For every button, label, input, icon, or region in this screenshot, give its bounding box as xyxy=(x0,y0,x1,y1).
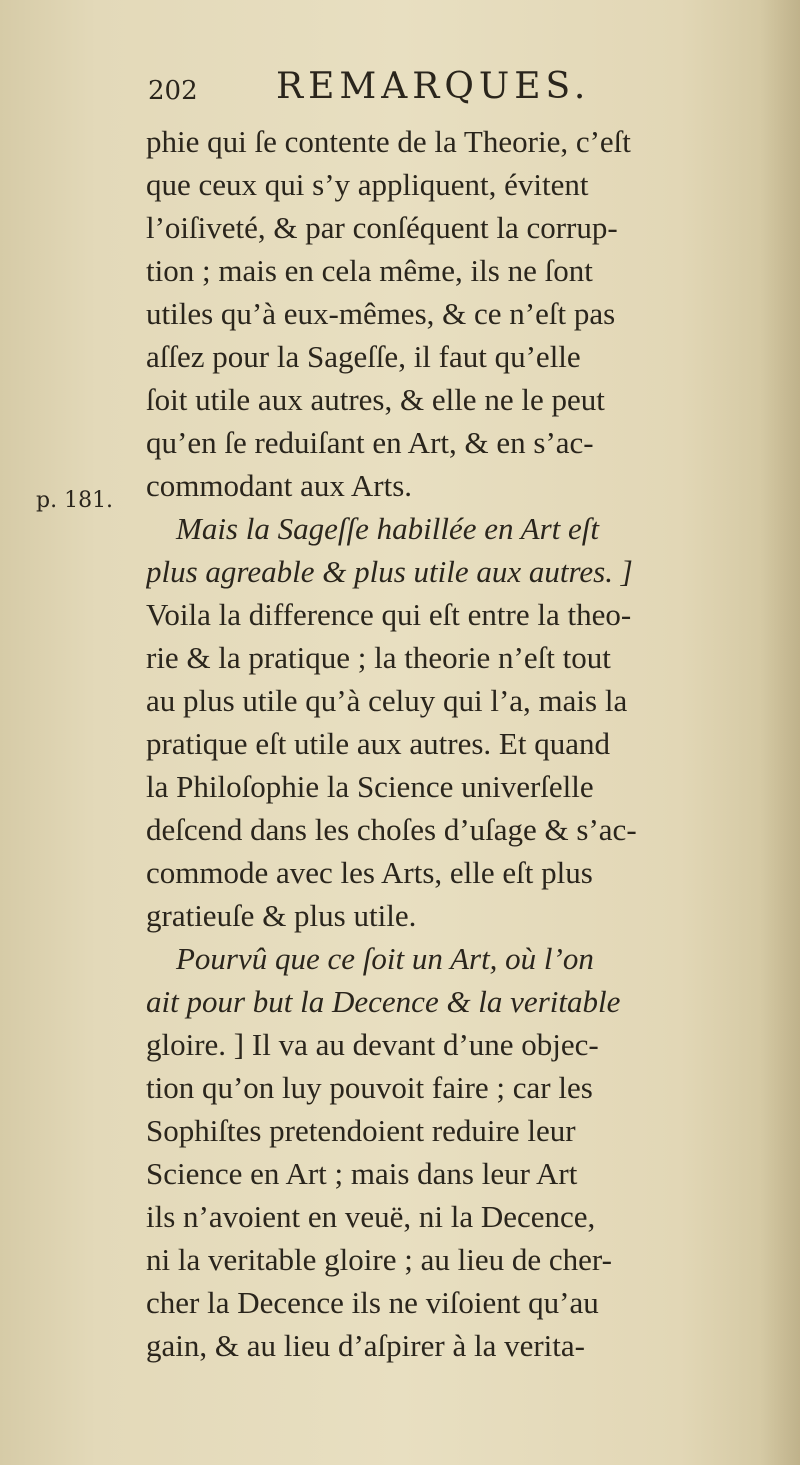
text-line: qu’en ſe reduiſant en Art, & en s’ac- xyxy=(146,425,594,460)
text-line: ſoit utile aux autres, & elle ne le peut xyxy=(146,382,605,417)
running-head xyxy=(148,66,608,116)
text-line: commode avec les Arts, elle eſt plus xyxy=(146,855,593,890)
text-line: gain, & au lieu d’aſpirer à la verita- xyxy=(146,1328,585,1363)
text-line: rie & la pratique ; la theorie n’eſt tout xyxy=(146,640,611,675)
text-line: deſcend dans les choſes d’uſage & s’ac- xyxy=(146,812,637,847)
text-line: ils n’avoient en veuë, ni la Decence, xyxy=(146,1199,596,1234)
text-line: utiles qu’à eux-mêmes, & ce n’eſt pas xyxy=(146,296,616,331)
text-line: tion ; mais en cela même, ils ne ſont xyxy=(146,253,593,288)
text-line: pratique eſt utile aux autres. Et quand xyxy=(146,726,610,761)
text-line: ni la veritable gloire ; au lieu de cher- xyxy=(146,1242,612,1277)
text-line: cher la Decence ils ne viſoient qu’au xyxy=(146,1285,599,1320)
text-line: Sophiſtes pretendoient reduire leur xyxy=(146,1113,576,1148)
text-line: Science en Art ; mais dans leur Art xyxy=(146,1156,578,1191)
quoted-lemma-line: Pourvû que ce ſoit un Art, où l’on xyxy=(176,941,594,976)
text-line: Voila la difference qui eſt entre la theo- xyxy=(146,597,632,632)
page-number: 202 xyxy=(148,76,198,106)
margin-reference: p. 181. xyxy=(36,488,114,513)
text-line: aſſez pour la Sageſſe, il faut qu’elle xyxy=(146,339,581,374)
text-line: commodant aux Arts. xyxy=(146,468,413,503)
text-line: l’oiſiveté, & par conſéquent la corrup- xyxy=(146,210,618,245)
text-line: phie qui ſe contente de la Theorie, c’eſt xyxy=(146,124,631,159)
quoted-lemma-line: Mais la Sageſſe habillée en Art eſt xyxy=(176,511,600,546)
text-line: gratieuſe & plus utile. xyxy=(146,898,417,933)
text-line: au plus utile qu’à celuy qui l’a, mais la xyxy=(146,683,628,718)
quoted-lemma-line: ait pour but la Decence & la veritable xyxy=(146,984,621,1019)
text-line: tion qu’on luy pouvoit faire ; car les xyxy=(146,1070,593,1105)
text-line: la Philoſophie la Science univerſelle xyxy=(146,769,594,804)
quoted-lemma-line: plus agreable & plus utile aux autres. ] xyxy=(146,554,633,589)
text-line: que ceux qui s’y appliquent, évitent xyxy=(146,167,589,202)
body-text xyxy=(146,120,742,1367)
text-line: gloire. ] Il va au devant d’une objec- xyxy=(146,1027,599,1062)
running-head-title: REMARQUES. xyxy=(276,66,591,107)
